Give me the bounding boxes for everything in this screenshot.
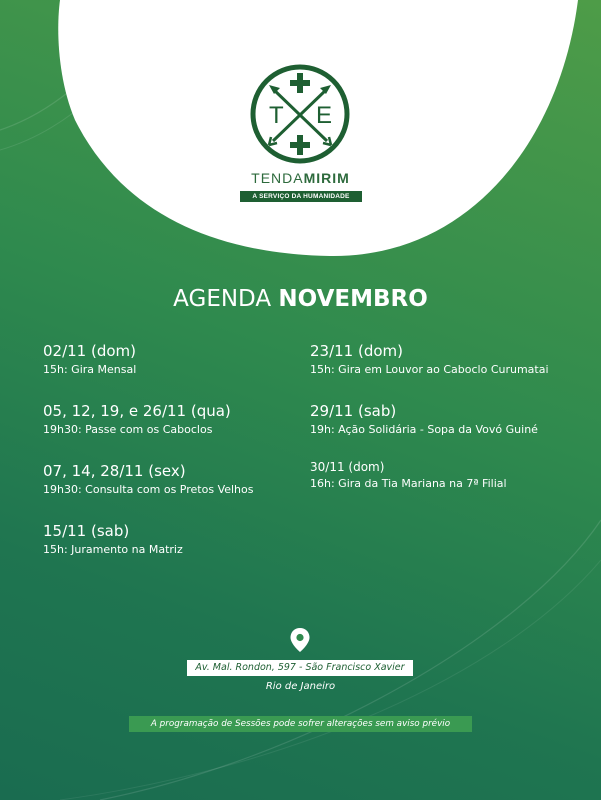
event-description: 19h: Ação Solidária - Sopa da Vovó Guiné (310, 423, 538, 436)
city-label: Rio de Janeiro (265, 681, 336, 692)
location-pin-icon (289, 627, 311, 653)
title-part1: AGENDA (173, 286, 272, 312)
event-item (310, 340, 595, 400)
tenda-mirim-logo (249, 63, 351, 165)
event-description: 19h30: Passe com os Caboclos (43, 423, 213, 436)
event-date: 07, 14, 28/11 (sex) (43, 462, 186, 480)
logo-letter-e: E (316, 102, 333, 129)
brand-tagline: A SERVIÇO DA HUMANIDADE (240, 191, 362, 202)
schedule-notice: A programação de Sessões pode sofrer alterações sem aviso prévio (129, 716, 472, 732)
event-item (43, 400, 293, 460)
address-label: Av. Mal. Rondon, 597 - São Francisco Xavier (187, 660, 413, 676)
event-description: 15h: Juramento na Matriz (43, 543, 183, 556)
event-item (43, 460, 293, 520)
event-date: 29/11 (sab) (310, 402, 397, 420)
event-date: 05, 12, 19, e 26/11 (qua) (43, 402, 231, 420)
event-date: 30/11 (dom) (310, 460, 385, 474)
brand-name-part1: TENDA (251, 170, 304, 186)
event-date: 23/11 (dom) (310, 342, 404, 360)
event-item (43, 340, 293, 400)
events-left-column (43, 340, 293, 580)
brand-name-part2: MIRIM (303, 170, 350, 186)
title-part2: NOVEMBRO (278, 286, 428, 312)
events-right-column (310, 340, 595, 518)
brand-name (200, 170, 401, 186)
event-date: 02/11 (dom) (43, 342, 137, 360)
event-date: 15/11 (sab) (43, 522, 130, 540)
event-item (43, 520, 293, 580)
event-description: 19h30: Consulta com os Pretos Velhos (43, 483, 254, 496)
page-title (0, 286, 601, 312)
event-description: 15h: Gira em Louvor ao Caboclo Curumatai (310, 363, 549, 376)
event-item (310, 400, 595, 456)
logo-letter-t: T (269, 102, 284, 129)
event-description: 16h: Gira da Tia Mariana na 7ª Filial (310, 477, 507, 490)
event-item (310, 458, 595, 518)
event-description: 15h: Gira Mensal (43, 363, 137, 376)
